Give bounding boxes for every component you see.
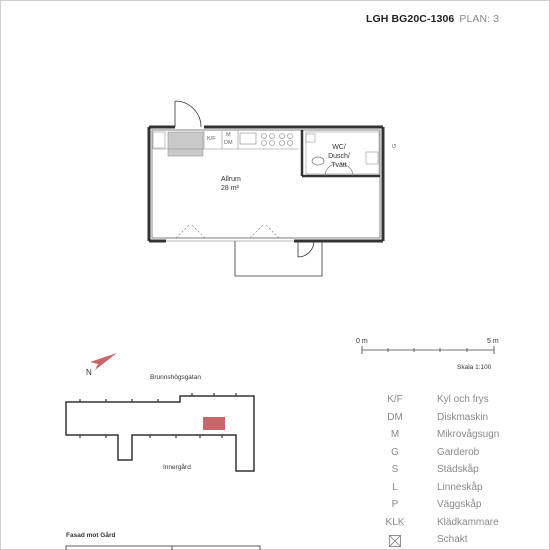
entrance-door-icon bbox=[175, 101, 201, 127]
kitchen-code-m: M bbox=[226, 132, 231, 138]
street-name: Brunnshögsgatan bbox=[150, 374, 201, 381]
floor-plan bbox=[149, 101, 383, 276]
plan-label: PLAN: 3 bbox=[459, 13, 500, 25]
site-plan bbox=[66, 393, 254, 471]
room-name: Allrum bbox=[221, 176, 241, 183]
room-area: 28 m² bbox=[221, 185, 239, 192]
scale-bar bbox=[362, 346, 494, 354]
schakt-icon bbox=[389, 535, 401, 547]
bathroom-line-1: WC/ bbox=[332, 144, 346, 151]
kitchen-code-kf: K/F bbox=[207, 136, 216, 142]
apartment-number: LGH BG20C-1306 bbox=[366, 13, 455, 25]
scale-end: 5 m bbox=[487, 338, 499, 345]
courtyard-name: Innergård bbox=[163, 464, 191, 471]
facade-title: Fasad mot Gård bbox=[66, 532, 116, 539]
scale-start: 0 m bbox=[356, 338, 368, 345]
bathroom-line-3: Tvätt bbox=[331, 162, 347, 169]
north-arrow-icon bbox=[90, 353, 117, 370]
kitchen-sink bbox=[168, 132, 203, 156]
kitchen-code-dm: DM bbox=[224, 140, 233, 146]
balcony bbox=[235, 241, 322, 276]
scale-label: Skala 1:100 bbox=[457, 364, 492, 371]
side-mark: G bbox=[392, 143, 398, 148]
toilet-icon bbox=[312, 157, 324, 165]
north-label: N bbox=[86, 368, 92, 377]
facade-strip bbox=[66, 546, 260, 550]
apartment-highlight bbox=[203, 417, 225, 430]
window-openings bbox=[166, 224, 294, 241]
bathroom-line-2: Dusch/ bbox=[328, 153, 350, 160]
